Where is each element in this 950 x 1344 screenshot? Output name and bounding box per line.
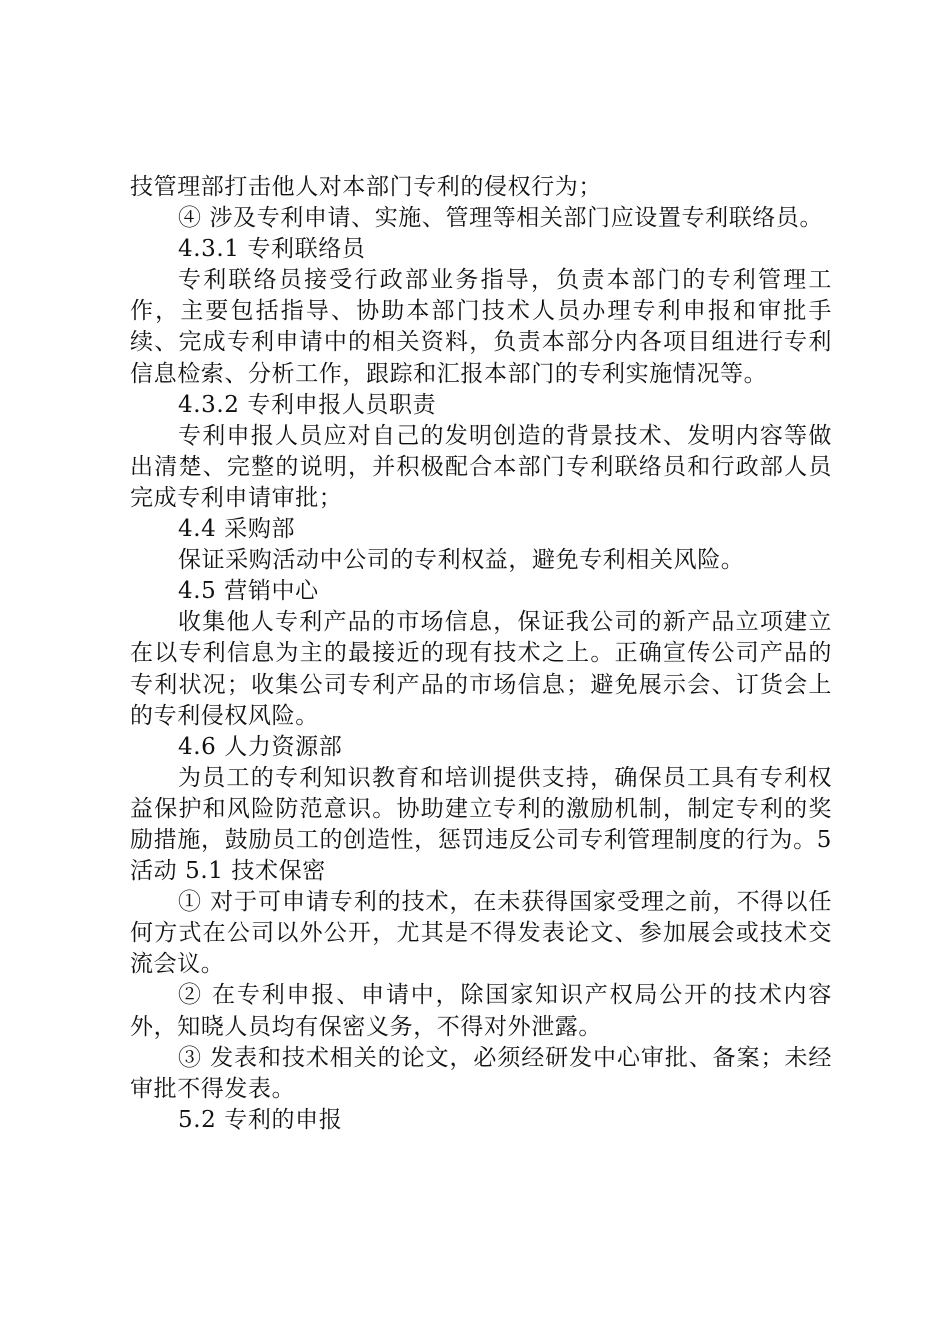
paragraph-continuation: 技管理部打击他人对本部门专利的侵权行为； <box>130 174 602 200</box>
paragraph-applicant-duties: 专利申报人员应对自己的发明创造的背景技术、发明内容等做出清楚、完整的说明，并积极配合本部门专利联络员和行政部人员完成专利申请审批； <box>130 422 832 511</box>
paragraph-item-2: ② 在专利申报、申请中，除国家知识产权局公开的技术内容外，知晓人员均有保密义务，不得对外泄露。 <box>130 982 832 1040</box>
heading-4-3-2: 4.3.2 专利申报人员职责 <box>178 391 437 418</box>
paragraph-item-1: ① 对于可申请专利的技术，在未获得国家受理之前，不得以任何方式在公司以外公开，尤其是不得发表论文、参加展会或技术交流会议。 <box>130 889 832 978</box>
document-body <box>130 172 832 1136</box>
paragraph-marketing: 收集他人专利产品的市场信息，保证我公司的新产品立项建立在以专利信息为主的最接近的现有技术之上。正确宣传公司产品的专利状况；收集公司专利产品的市场信息；避免展示会、订货会上的专利侵权风险。 <box>130 609 832 729</box>
heading-4-3-1: 4.3.1 专利联络员 <box>178 236 366 263</box>
heading-4-4: 4.4 采购部 <box>178 516 296 543</box>
paragraph-item-3: ③ 发表和技术相关的论文，必须经研发中心审批、备案；未经审批不得发表。 <box>130 1044 832 1102</box>
heading-4-5: 4.5 营销中心 <box>178 578 319 605</box>
paragraph-item-4: ④ 涉及专利申请、实施、管理等相关部门应设置专利联络员。 <box>178 205 824 232</box>
heading-4-6: 4.6 人力资源部 <box>178 733 343 760</box>
paragraph-hr: 为员工的专利知识教育和培训提供支持，确保员工具有专利权益保护和风险防范意识。协助建立专利的激励机制，制定专利的奖励措施，鼓励员工的创造性，惩罚违反公司专利管理制度的行为。5 活动 5.1 技术保密 <box>130 764 832 885</box>
paragraph-patent-liaison: 专利联络员接受行政部业务指导，负责本部门的专利管理工作，主要包括指导、协助本部门技术人员办理专利申报和审批手续、完成专利申请中的相关资料，负责本部分内各项目组进行专利信息检索、分析工作，跟踪和汇报本部门的专利实施情况等。 <box>130 267 832 387</box>
paragraph-purchasing: 保证采购活动中公司的专利权益，避免专利相关风险。 <box>178 547 745 574</box>
heading-5-2: 5.2 专利的申报 <box>178 1106 343 1133</box>
